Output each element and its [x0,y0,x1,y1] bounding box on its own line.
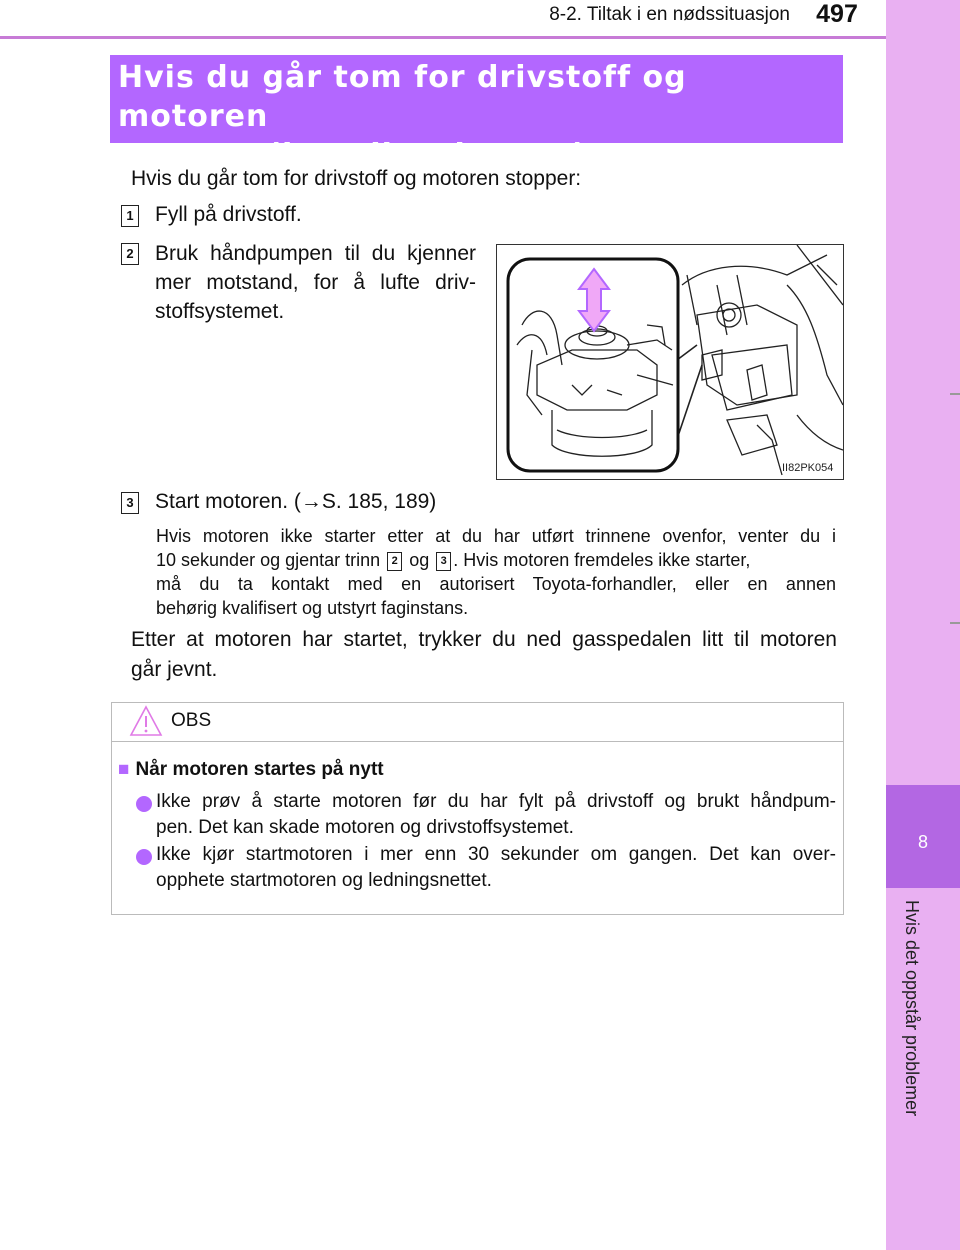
bullet-dot-icon [136,849,152,865]
after-start-line-1: Etter at motoren har startet, trykker du ned gasspedalen litt til motoren [131,628,837,651]
side-chapter-tab[interactable] [886,0,960,1250]
caution-label: OBS [171,710,212,731]
bullet-dot-icon [136,796,152,812]
side-tick-mark [950,622,960,624]
side-tick-mark [950,393,960,395]
header-divider [0,36,886,39]
section-title [118,58,838,175]
note-text: og [409,550,430,570]
step-ref-3: 3 [436,552,451,571]
note-line-3: må du ta kontakt med en autorisert Toyota-forhandler, eller en annen [156,574,836,594]
header-section-title: 8-2. Tiltak i en nødssituasjon [549,4,790,25]
note-line-4: behørig kvalifisert og utstyrt faginstans. [156,598,469,618]
engine-bay-drawing [497,245,843,479]
caution-bullet-1-line-2: pen. Det kan skade motoren og drivstoffsystemet. [156,817,574,838]
warning-triangle-icon [128,704,164,738]
note-text: . Hvis motoren fremdeles ikke starter, [453,550,751,570]
step-number-2: 2 [121,243,139,265]
note-line-1: Hvis motoren ikke starter etter at du har utført trinnene ovenfor, venter du i [156,526,836,546]
section-title-line-1: Hvis du går tom for drivstoff og motoren [118,60,687,134]
intro-text: Hvis du går tom for drivstoff og motoren stopper: [131,167,582,190]
step-2-line-2: mer motstand, for å lufte driv- [155,271,476,294]
caution-bullet-2-line-1: Ikke kjør startmotoren i mer enn 30 sekunder om gangen. Det kan over- [156,844,836,865]
caution-bullet-1-line-1: Ikke prøv å starte motoren før du har fylt på drivstoff og brukt håndpum- [156,791,836,812]
hand-pump-illustration [496,244,844,480]
step-ref-2: 2 [387,552,402,571]
section-title-line-2: stopper (kun dieselmotor) [118,138,588,173]
step-number-3: 3 [121,492,139,514]
note-line-2 [156,548,836,572]
square-bullet-icon: ■ [118,759,130,780]
step-3-text: Start motoren. (→S. 185, 189) [155,490,437,513]
figure-code: II82PK054 [782,462,834,474]
note-text: 10 sekunder og gjentar trinn [156,550,381,570]
step-2-line-3: stoffsystemet. [155,300,285,323]
step-number-1: 1 [121,205,139,227]
page-number: 497 [816,0,858,28]
caution-bullet-2-line-2: opphete startmotoren og ledningsnettet. [156,870,492,891]
caution-divider [111,741,844,742]
note-line-2-start [156,548,750,572]
step-2-line-1: Bruk håndpumpen til du kjenner [155,242,476,265]
after-start-line-2: går jevnt. [131,658,218,681]
caution-heading [118,759,384,781]
step-1-text: Fyll på drivstoff. [155,203,302,226]
chapter-number: 8 [917,832,928,852]
chapter-title: Hvis det oppstår problemer [902,900,922,1117]
caution-heading-text: Når motoren startes på nytt [135,759,384,780]
